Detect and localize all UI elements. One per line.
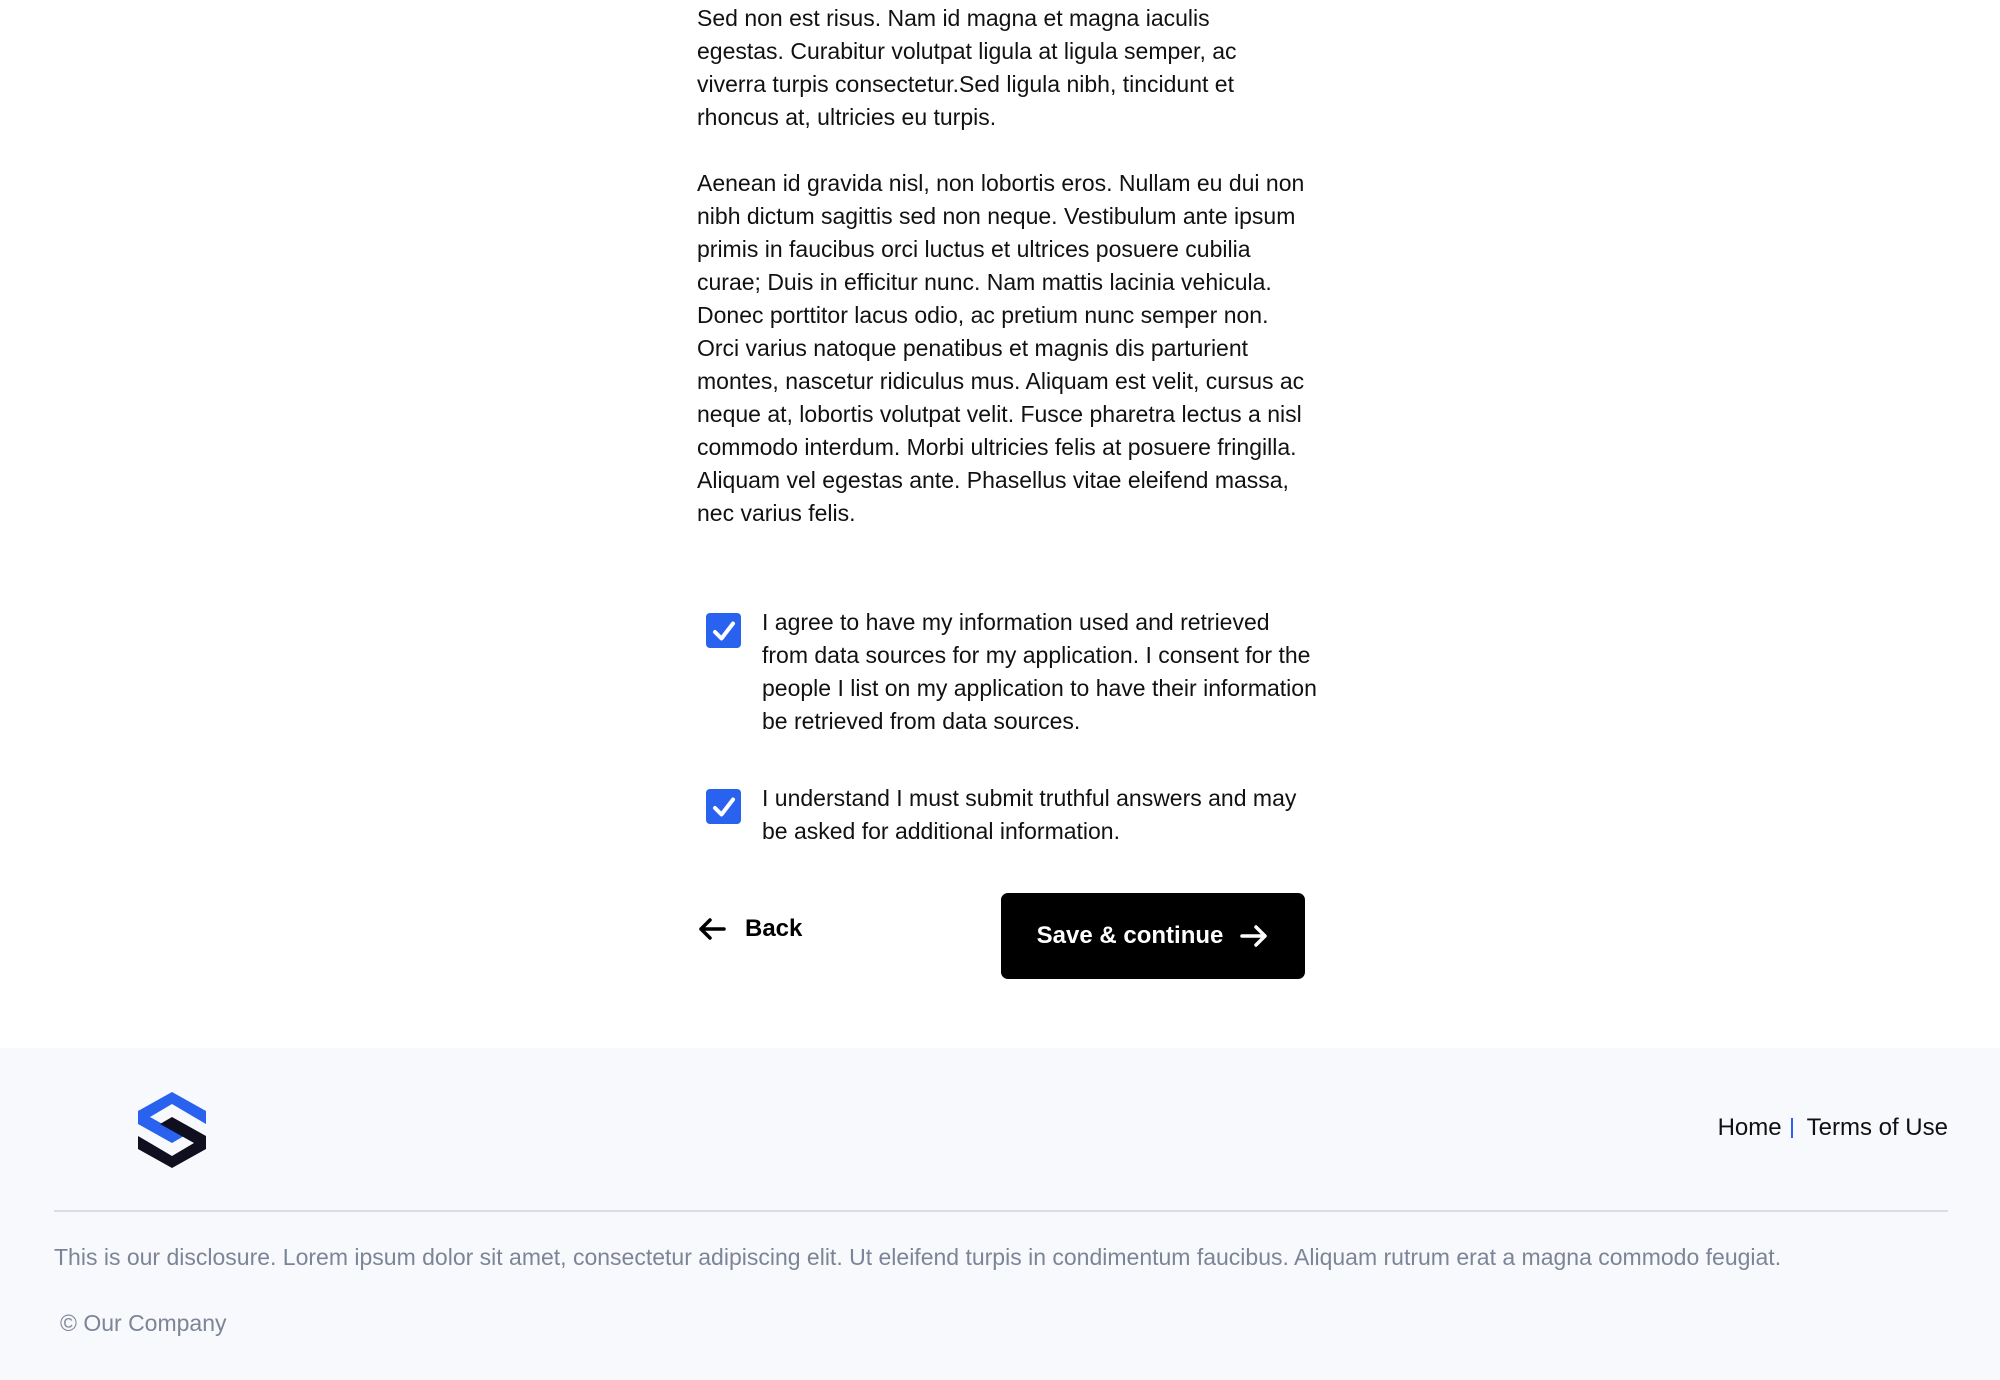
save-continue-button[interactable] <box>1001 893 1305 979</box>
consent-label-truthful: I understand I must submit truthful answers and may be asked for additional information. <box>762 785 1297 844</box>
footer-link-terms[interactable]: Terms of Use <box>1806 1114 1948 1141</box>
nav-separator <box>1791 1118 1793 1138</box>
save-continue-label: Save & continue <box>1036 922 1224 949</box>
checkmark-icon <box>712 620 736 642</box>
body-paragraph-1: Sed non est risus. Nam id magna et magna iaculis egestas. Curabitur volutpat ligula at ligula semper, ac viverra turpis consectetur.Sed ligula nibh, tincidunt et rhoncus at, ultricies eu turpis. <box>697 5 1237 130</box>
consent-label-data-sources: I agree to have my information used and retrieved from data sources for my application. I consent for the people I list on my application to have their information be retrieved from data sources. <box>762 609 1317 734</box>
footer-nav <box>1718 1114 1948 1142</box>
company-logo-icon <box>136 1090 208 1170</box>
consent-item-data-sources <box>697 606 1317 738</box>
consent-checkbox-truthful[interactable] <box>706 789 741 824</box>
back-button[interactable] <box>697 915 802 943</box>
page-footer <box>0 1048 2000 1380</box>
checkmark-icon <box>712 796 736 818</box>
consent-checkbox-data-sources[interactable] <box>706 613 741 648</box>
footer-disclosure: This is our disclosure. Lorem ipsum dolor sit amet, consectetur adipiscing elit. Ut eleifend turpis in condimentum faucibus. Aliquam rutrum erat a magna commodo feugiat. <box>54 1244 1782 1270</box>
arrow-right-icon <box>1239 924 1269 948</box>
body-paragraph-2: Aenean id gravida nisl, non lobortis eros. Nullam eu dui non nibh dictum sagittis sed non neque. Vestibulum ante ipsum primis in faucibus orci luctus et ultrices posuere cubilia curae; Duis in efficitur nunc. Nam mattis lacinia vehicula. Donec porttitor lacus odio, ac pretium nunc semper non. Orci varius natoque penatibus et magnis dis parturient montes, nascetur ridiculus mus. Aliquam est velit, cursus ac neque at, lobortis volutpat velit. Fusce pharetra lectus a nisl commodo interdum. Morbi ultricies felis at posuere fringilla. Aliquam vel egestas ante. Phasellus vitae eleifend massa, nec varius felis. <box>697 170 1305 526</box>
footer-copyright: © Our Company <box>60 1310 227 1336</box>
back-label: Back <box>745 915 803 942</box>
footer-link-home[interactable]: Home <box>1717 1114 1782 1141</box>
consent-item-truthful <box>697 782 1317 848</box>
arrow-left-icon <box>697 917 727 941</box>
footer-divider <box>54 1210 1948 1212</box>
